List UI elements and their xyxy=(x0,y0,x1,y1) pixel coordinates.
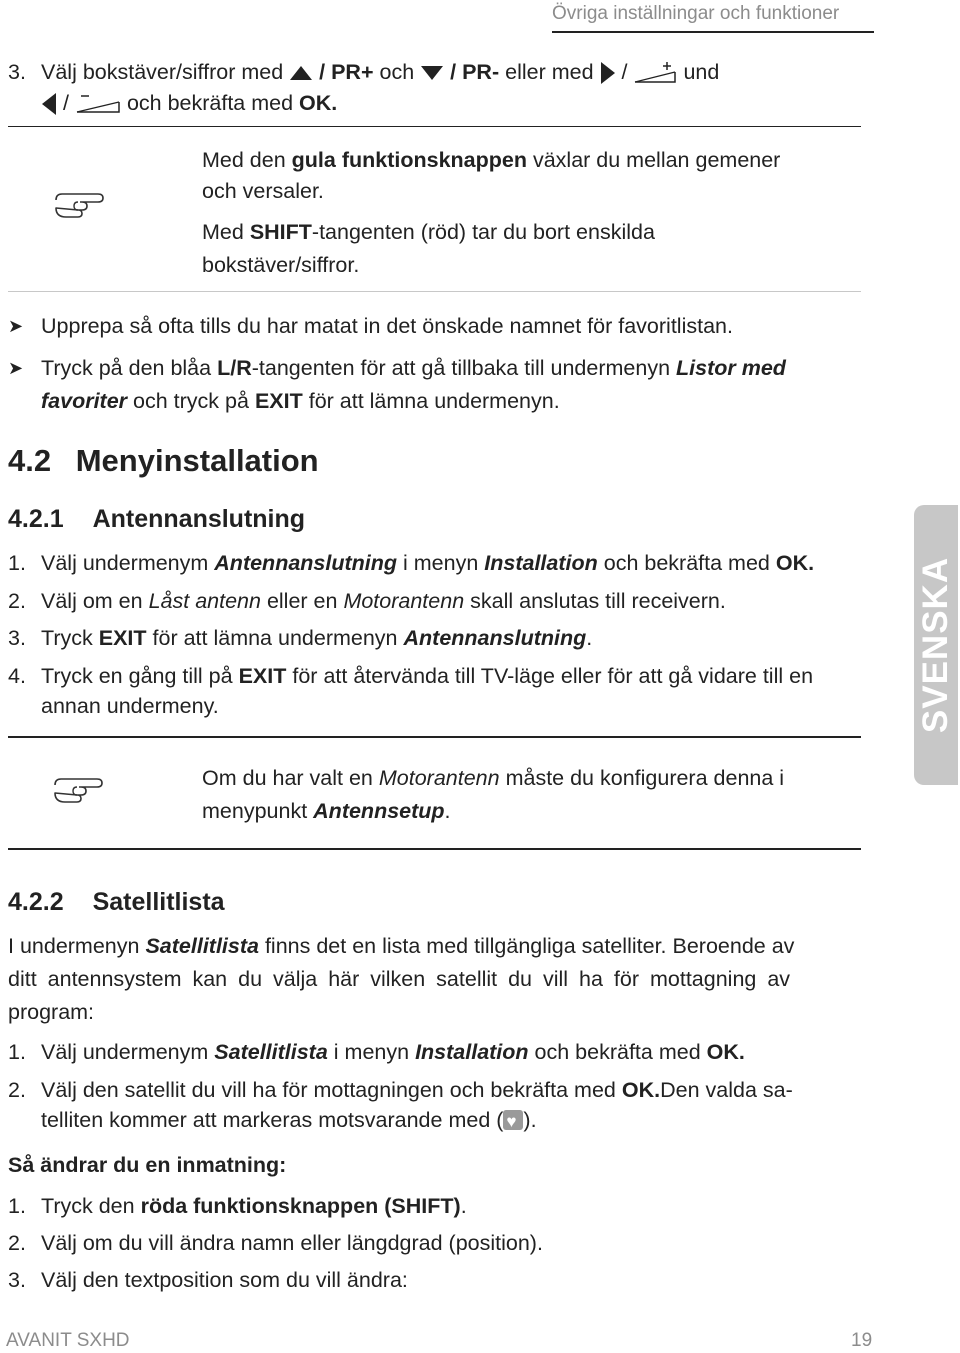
para-text: finns det en lista med tillgängliga satelliter. Beroende av xyxy=(264,934,795,958)
change-item2: Välj om du vill ändra namn eller längdgrad (position). xyxy=(41,1231,543,1255)
note1-l3c: -tangenten (röd) tar du bort enskilda xyxy=(311,220,655,244)
section-4-2-2-title: Satellitlista xyxy=(92,888,225,916)
language-side-tab xyxy=(914,505,958,785)
page-number: 19 xyxy=(851,1330,873,1351)
step3-line2 xyxy=(41,88,337,118)
item-text: och bekräfta med xyxy=(603,551,770,575)
section-4-2-1-number: 4.2.1 xyxy=(8,505,64,533)
volume-up-icon xyxy=(633,61,677,85)
item-text: Välj om en xyxy=(41,589,143,613)
section-4-2-2-number: 4.2.2 xyxy=(8,888,64,916)
item-text: Välj undermenym xyxy=(41,1040,209,1064)
item-text: Välj den satellit du vill ha för mottagningen och bekräfta med xyxy=(41,1078,616,1102)
item-text: i menyn xyxy=(333,1040,410,1064)
list421-item2 xyxy=(41,586,726,616)
change-item3: Välj den textposition som du vill ändra: xyxy=(41,1268,408,1292)
list-number: 2. xyxy=(8,1078,26,1102)
item-text: Tryck xyxy=(41,626,93,650)
item-emphasis: Installation xyxy=(484,551,598,575)
step3-und: und xyxy=(683,60,720,84)
note2-antennsetup: Antennsetup xyxy=(313,799,445,823)
item-emphasis: Antennanslutning xyxy=(403,626,587,650)
change-heading: Så ändrar du en inmatning: xyxy=(8,1153,287,1177)
para422-line3: program: xyxy=(8,1000,95,1024)
language-tab-label: SVENSKA xyxy=(916,556,955,734)
note1-l1a: Med den xyxy=(202,148,286,172)
bullet2-line1 xyxy=(41,353,786,383)
list421-item4-line2: annan undermeny. xyxy=(41,694,219,718)
item-text: eller en xyxy=(266,589,338,613)
change-item1 xyxy=(41,1191,467,1221)
section-4-2-2-heading xyxy=(8,888,225,917)
note1-top-rule xyxy=(8,126,861,127)
para422-line2: ditt antennsystem kan du välja här vilken satellit du vill ha för mottagning av xyxy=(8,967,791,991)
item-exit: EXIT xyxy=(98,626,147,650)
pr-minus-label: / PR- xyxy=(450,60,500,84)
note1-line2: och versaler. xyxy=(202,179,324,203)
bullet2-favoriter: favoriter xyxy=(41,389,128,413)
item-text: . xyxy=(460,1194,467,1218)
item-text: Tryck den xyxy=(41,1194,135,1218)
bullet-arrow-icon: ➤ xyxy=(8,316,24,336)
item-italic: Motorantenn xyxy=(343,589,465,613)
item-red-key: röda funktionsknappen (SHIFT) xyxy=(140,1194,461,1218)
list-number: 1. xyxy=(8,1194,26,1218)
item-italic: Låst antenn xyxy=(148,589,261,613)
item-text: Den valda sa- xyxy=(660,1078,793,1102)
arrow-up-icon xyxy=(289,65,313,81)
note1-yellow-key: gula funktionsknappen xyxy=(291,148,527,172)
bullet2-exit: EXIT xyxy=(254,389,303,413)
list422-item2-line1 xyxy=(41,1075,793,1105)
note2-text: måste du konfigurera denna i xyxy=(505,766,785,790)
section-4-2-1-title: Antennanslutning xyxy=(92,505,306,533)
note1-shift: SHIFT xyxy=(249,220,312,244)
note2-line2: menypunkt Antennsetup. xyxy=(202,799,451,823)
note2-line1 xyxy=(202,763,784,793)
section-4-2-title: Menyinstallation xyxy=(75,443,319,478)
note1-line1 xyxy=(202,145,780,175)
item-text: och bekräfta med xyxy=(534,1040,701,1064)
item-emphasis: Satellitlista xyxy=(214,1040,328,1064)
para-emphasis: Satellitlista xyxy=(145,934,259,958)
note1-line3 xyxy=(202,217,655,247)
item-ok: OK. xyxy=(706,1040,745,1064)
step3-och: och xyxy=(379,60,415,84)
note1-l1c: växlar du mellan gemener xyxy=(532,148,781,172)
list422-item2-line2 xyxy=(41,1105,537,1135)
list422-item1 xyxy=(41,1037,745,1067)
item-text: Tryck en gång till på xyxy=(41,664,233,688)
favorite-heart-icon xyxy=(503,1110,523,1130)
item-text: skall anslutas till receivern. xyxy=(470,589,726,613)
pr-plus-label: / PR+ xyxy=(319,60,374,84)
item-text: Välj undermenym xyxy=(41,551,209,575)
step3-text: Välj bokstäver/siffror med xyxy=(41,60,284,84)
note2-top-rule xyxy=(8,736,861,738)
item-text: för att återvända till TV-läge eller för att gå vidare till en xyxy=(292,664,814,688)
item-text: för att lämna undermenyn xyxy=(152,626,398,650)
arrow-left-icon xyxy=(41,92,57,116)
step3-line1 xyxy=(41,57,719,87)
list-number: 1. xyxy=(8,551,26,575)
step3-number: 3. xyxy=(8,60,26,84)
item-emphasis: Antennanslutning xyxy=(214,551,398,575)
item-ok: OK. xyxy=(621,1078,661,1102)
item-emphasis: Installation xyxy=(415,1040,529,1064)
header-rule xyxy=(552,31,874,33)
list-number: 2. xyxy=(8,589,26,613)
bullet1: Upprepa så ofta tills du har matat in det önskade namnet för favoritlistan. xyxy=(41,314,733,338)
note1-l3a: Med xyxy=(202,220,244,244)
pointing-hand-icon xyxy=(54,190,104,220)
item-exit: EXIT xyxy=(238,664,287,688)
bullet2-lr: L/R xyxy=(217,356,252,380)
bullet2-c: -tangenten för att gå tillbaka till undermenyn xyxy=(251,356,671,380)
note1-bottom-rule xyxy=(8,291,861,292)
list-number: 3. xyxy=(8,1268,26,1292)
bullet2-listor: Listor med xyxy=(676,356,786,380)
item-text: i menyn xyxy=(403,551,479,575)
section-4-2-number: 4.2 xyxy=(8,443,52,478)
step3-confirm-text: och bekräfta med xyxy=(126,91,294,115)
note2-bottom-rule xyxy=(8,848,861,850)
footer-brand: AVANIT SXHD xyxy=(6,1330,130,1351)
bullet2-a: Tryck på den blåa xyxy=(41,356,212,380)
note1-line4: bokstäver/siffror. xyxy=(202,253,360,277)
arrow-down-icon xyxy=(420,65,444,81)
list-number: 1. xyxy=(8,1040,26,1064)
step3-ok: OK. xyxy=(299,91,338,115)
section-4-2-1-heading xyxy=(8,505,305,534)
note2-text: menypunkt xyxy=(202,799,308,823)
step3-slash: / xyxy=(621,60,628,84)
note2-motorantenn: Motorantenn xyxy=(378,766,500,790)
bullet-arrow-icon: ➤ xyxy=(8,358,24,378)
item-ok: OK. xyxy=(775,551,815,575)
step3-slash2: / xyxy=(62,91,69,115)
para-text: I undermenyn xyxy=(8,934,140,958)
running-header: Övriga inställningar och funktioner xyxy=(552,3,840,24)
pointing-hand-icon xyxy=(53,775,103,805)
list421-item4-line1 xyxy=(41,661,813,691)
list-number: 4. xyxy=(8,664,26,688)
volume-down-icon xyxy=(75,93,121,115)
list-number: 3. xyxy=(8,626,26,650)
bullet2-line2 xyxy=(41,386,560,416)
list421-item1 xyxy=(41,548,814,578)
step3-eller-med: eller med xyxy=(505,60,594,84)
list421-item3: Tryck EXIT för att lämna undermenyn Antennanslutning. xyxy=(41,626,593,650)
section-4-2-heading xyxy=(8,443,319,479)
para422-line1 xyxy=(8,931,794,961)
note2-text: Om du har valt en xyxy=(202,766,373,790)
arrow-right-icon xyxy=(600,61,616,85)
item-text: ). xyxy=(523,1108,537,1132)
list-number: 2. xyxy=(8,1231,26,1255)
bullet2-f: och tryck på xyxy=(133,389,249,413)
bullet2-h: för att lämna undermenyn. xyxy=(308,389,560,413)
item-text: telliten kommer att markeras motsvarande med ( xyxy=(41,1108,504,1132)
